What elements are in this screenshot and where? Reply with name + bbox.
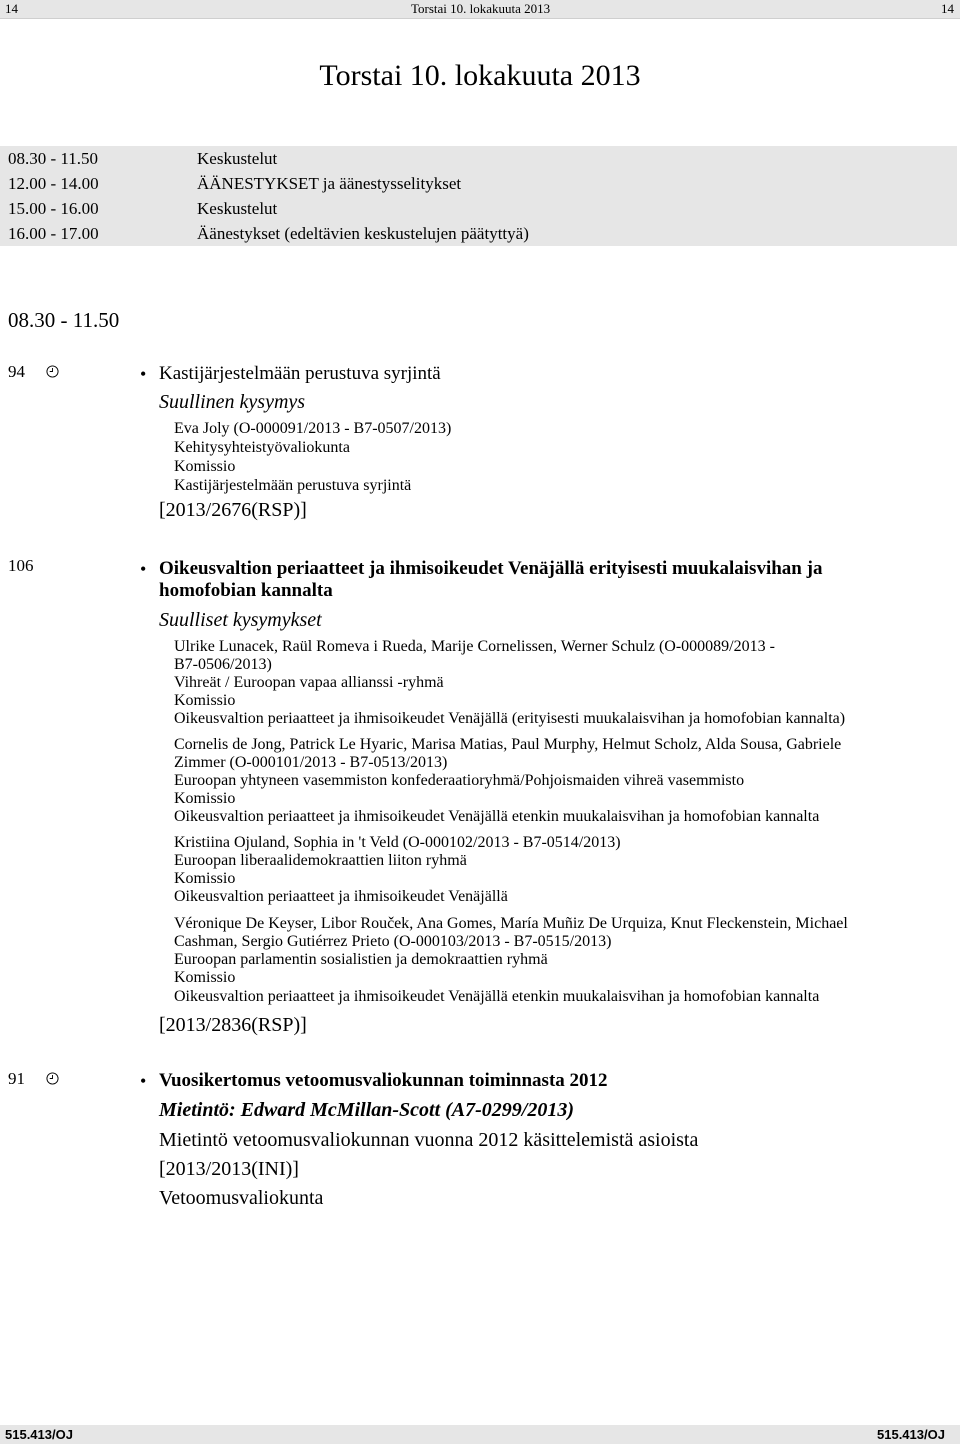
item-line: Kristiina Ojuland, Sophia in 't Veld (O-000102/2013 - B7-0514/2013) <box>174 834 621 851</box>
schedule-row <box>0 171 957 196</box>
item-number: 106 <box>8 556 34 575</box>
item-line: Euroopan liberaalidemokraattien liiton ryhmä <box>174 852 467 869</box>
item-line: Oikeusvaltion periaatteet ja ihmisoikeudet Venäjällä etenkin muukalaisvihan ja homofobian kannalta <box>174 988 820 1005</box>
schedule-box <box>0 146 957 246</box>
header-date: Torstai 10. lokakuuta 2013 <box>411 1 551 16</box>
item-line: Komissio <box>174 692 236 709</box>
schedule-time: 15.00 - 16.00 <box>8 199 99 218</box>
procedure-reference: [2013/2676(RSP)] <box>159 499 307 521</box>
bullet-icon: • <box>140 364 147 384</box>
item-line: Oikeusvaltion periaatteet ja ihmisoikeudet Venäjällä etenkin muukalaisvihan ja homofobian kannalta <box>174 808 820 825</box>
page-header-bar <box>0 0 960 19</box>
item-heading-cont: homofobian kannalta <box>159 580 333 601</box>
procedure-reference: [2013/2836(RSP)] <box>159 1014 307 1036</box>
procedure-reference: [2013/2013(INI)] <box>159 1158 299 1180</box>
page-footer-bar <box>0 1425 960 1444</box>
schedule-time: 16.00 - 17.00 <box>8 224 99 243</box>
item-number: 94 <box>8 362 25 381</box>
schedule-row <box>0 146 957 171</box>
item-subtitle: Mietintö: Edward McMillan-Scott (A7-0299/2013) <box>159 1099 575 1121</box>
session-block-time: 08.30 - 11.50 <box>8 308 120 332</box>
item-line: Komissio <box>174 458 236 475</box>
item-line: Zimmer (O-000101/2013 - B7-0513/2013) <box>174 754 448 771</box>
item-line: Véronique De Keyser, Libor Rouček, Ana Gomes, María Muñiz De Urquiza, Knut Fleckenstein, Michael <box>174 915 848 932</box>
footer-doc-id-left: 515.413/OJ <box>5 1427 73 1442</box>
schedule-row <box>0 221 957 246</box>
item-line: Cashman, Sergio Gutiérrez Prieto (O-000103/2013 - B7-0515/2013) <box>174 933 612 950</box>
footer-doc-id-right: 515.413/OJ <box>877 1427 945 1442</box>
item-line: Oikeusvaltion periaatteet ja ihmisoikeudet Venäjällä <box>174 888 508 905</box>
committee-name: Vetoomusvaliokunta <box>159 1187 324 1209</box>
page-title: Torstai 10. lokakuuta 2013 <box>319 59 641 92</box>
item-line: Kastijärjestelmään perustuva syrjintä <box>174 477 412 494</box>
item-line: Kehitysyhteistyövaliokunta <box>174 439 350 456</box>
page-number-right: 14 <box>941 1 954 16</box>
item-line: Euroopan parlamentin sosialistien ja demokraattien ryhmä <box>174 951 548 968</box>
clock-icon <box>46 365 59 378</box>
schedule-time: 08.30 - 11.50 <box>8 149 99 168</box>
item-line: Komissio <box>174 790 236 807</box>
item-description: Mietintö vetoomusvaliokunnan vuonna 2012 käsittelemistä asioista <box>159 1129 699 1151</box>
item-line: Eva Joly (O-000091/2013 - B7-0507/2013) <box>174 420 452 437</box>
item-heading: Oikeusvaltion periaatteet ja ihmisoikeudet Venäjällä erityisesti muukalaisvihan ja <box>159 558 823 579</box>
schedule-desc: Keskustelut <box>197 199 278 218</box>
schedule-row <box>0 196 957 221</box>
item-line: Cornelis de Jong, Patrick Le Hyaric, Marisa Matias, Paul Murphy, Helmut Scholz, Alda Sousa, Gabriele <box>174 736 842 753</box>
schedule-time: 12.00 - 14.00 <box>8 174 99 193</box>
item-line: Vihreät / Euroopan vapaa allianssi -ryhmä <box>174 674 444 691</box>
item-line: Komissio <box>174 870 236 887</box>
item-subtitle: Suulliset kysymykset <box>159 609 322 631</box>
item-line: Oikeusvaltion periaatteet ja ihmisoikeudet Venäjällä (erityisesti muukalaisvihan ja homofobian kannalta) <box>174 710 846 727</box>
item-heading: Kastijärjestelmään perustuva syrjintä <box>159 363 441 384</box>
item-line: Komissio <box>174 969 236 986</box>
schedule-desc: ÄÄNESTYKSET ja äänestysselitykset <box>197 174 462 193</box>
bullet-icon: • <box>140 1071 147 1091</box>
bullet-icon: • <box>140 559 147 579</box>
clock-icon <box>46 1072 59 1085</box>
item-number: 91 <box>8 1069 25 1088</box>
item-subtitle: Suullinen kysymys <box>159 391 306 413</box>
item-line: Euroopan yhtyneen vasemmiston konfederaatioryhmä/Pohjoismaiden vihreä vasemmisto <box>174 772 745 789</box>
item-line: Ulrike Lunacek, Raül Romeva i Rueda, Marije Cornelissen, Werner Schulz (O-000089/2013 - <box>174 638 775 655</box>
schedule-desc: Keskustelut <box>197 149 278 168</box>
item-heading: Vuosikertomus vetoomusvaliokunnan toiminnasta 2012 <box>159 1070 608 1091</box>
item-line: B7-0506/2013) <box>174 656 272 673</box>
schedule-desc: Äänestykset (edeltävien keskustelujen päätyttyä) <box>197 224 529 243</box>
page-number-left: 14 <box>5 1 18 16</box>
